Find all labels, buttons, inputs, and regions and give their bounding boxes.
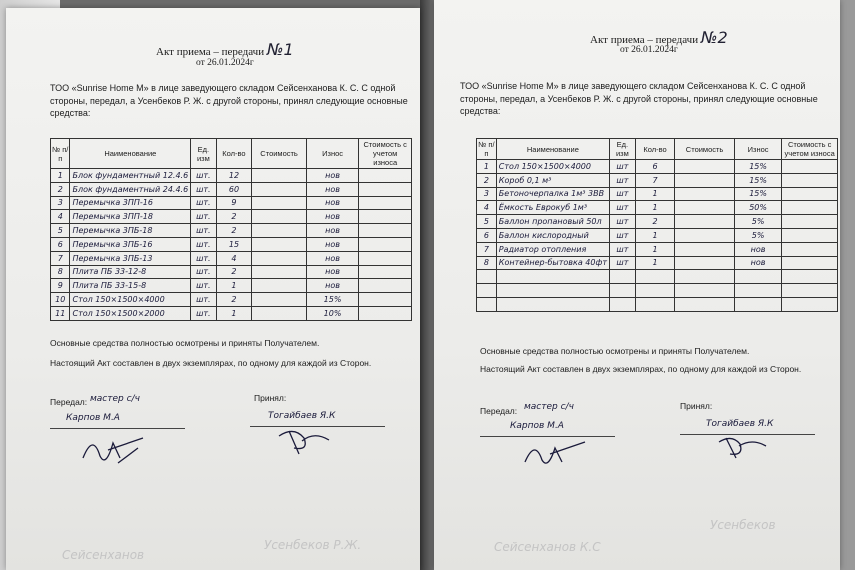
table-cell — [734, 297, 781, 311]
table-cell: шт — [609, 256, 635, 270]
table-cell — [782, 284, 838, 298]
table-cell — [252, 293, 306, 307]
table-cell: Перемычка 3ПБ-13 — [70, 251, 191, 265]
table-cell — [359, 224, 412, 238]
bleed-through-text-right: Усенбеков Р.Ж. — [264, 538, 362, 552]
table-cell: нов — [306, 279, 359, 293]
column-header: Стоимость — [675, 139, 735, 160]
table-cell — [635, 270, 675, 284]
giver-name: Карпов М.А — [510, 421, 564, 431]
table-cell: 4 — [51, 210, 70, 224]
table-cell: 9 — [51, 279, 70, 293]
table-cell: 6 — [51, 237, 70, 251]
table-cell — [252, 224, 306, 238]
table-row — [477, 173, 838, 187]
column-header: Износ — [734, 139, 781, 160]
giver-name: Карпов М.А — [66, 413, 120, 423]
table-cell: шт. — [191, 224, 216, 238]
table-cell — [675, 256, 735, 270]
table-cell — [782, 160, 838, 174]
table-cell: 10% — [306, 306, 359, 320]
table-row — [477, 215, 838, 229]
table-cell — [675, 173, 735, 187]
assets-table — [50, 138, 412, 321]
inspection-note: Основные средства полностью осмотрены и приняты Получателем. — [50, 338, 320, 348]
table-row — [477, 297, 838, 311]
table-cell: 1 — [635, 228, 675, 242]
table-cell: 2 — [216, 293, 252, 307]
title-text: Акт приема – передачи — [590, 34, 699, 46]
table-cell: 1 — [635, 256, 675, 270]
table-cell: нов — [306, 196, 359, 210]
table-cell: Плита ПБ 33-15-8 — [70, 279, 191, 293]
table-body — [477, 160, 838, 312]
table-cell — [252, 265, 306, 279]
giver-signature — [78, 428, 148, 468]
table-cell: Перемычка 3ПП-18 — [70, 210, 191, 224]
column-header: Стоимость с учетом износа — [359, 139, 412, 169]
table-cell: 11 — [51, 306, 70, 320]
table-row — [51, 224, 412, 238]
table-row — [51, 265, 412, 279]
table-cell: 7 — [635, 173, 675, 187]
table-cell: шт — [609, 160, 635, 174]
giver-label: Передал: — [480, 406, 518, 416]
table-cell: Перемычка 3ПБ-16 — [70, 237, 191, 251]
table-cell: 5% — [734, 228, 781, 242]
table-cell — [252, 169, 306, 183]
table-cell: Перемычка 3ПБ-18 — [70, 224, 191, 238]
table-cell — [675, 297, 735, 311]
table-cell — [782, 270, 838, 284]
table-cell: 6 — [477, 228, 497, 242]
table-cell: шт. — [191, 265, 216, 279]
column-header: Стоимость с учетом износа — [782, 139, 838, 160]
table-cell — [359, 279, 412, 293]
giver-role: мастер с/ч — [90, 394, 140, 404]
table-cell: шт — [609, 187, 635, 201]
table-row — [51, 237, 412, 251]
table-cell: шт. — [191, 169, 216, 183]
table-cell — [359, 196, 412, 210]
receiver-label: Принял: — [680, 401, 713, 411]
table-cell: нов — [306, 224, 359, 238]
giver-role: мастер с/ч — [524, 402, 574, 412]
table-cell: нов — [734, 256, 781, 270]
table-cell: Контейнер-бытовка 40фт — [496, 256, 609, 270]
table-cell: 50% — [734, 201, 781, 215]
table-cell: шт. — [191, 279, 216, 293]
table-cell: 7 — [51, 251, 70, 265]
table-row — [477, 242, 838, 256]
receiver-name: Тогайбаев Я.К — [268, 411, 336, 421]
table-cell — [252, 237, 306, 251]
table-cell — [359, 251, 412, 265]
table-cell: шт. — [191, 293, 216, 307]
table-cell — [635, 284, 675, 298]
table-cell: Баллон пропановый 50л — [496, 215, 609, 229]
table-cell: Стол 150×1500×4000 — [70, 293, 191, 307]
table-cell — [252, 196, 306, 210]
table-cell — [675, 215, 735, 229]
document-date: от 26.01.2024г — [196, 58, 254, 68]
table-cell: шт — [609, 242, 635, 256]
intro-paragraph: ТОО «Sunrise Home M» в лице заведующего складом Сейсенханова К. С. С одной стороны, передал, а Усенбеков Р. Ж. с другой стороны, принял следующие основные средства: — [50, 83, 408, 118]
table-cell — [477, 284, 497, 298]
table-cell: Стол 150×1500×2000 — [70, 306, 191, 320]
receiver-signature — [714, 434, 774, 460]
table-cell: 3 — [477, 187, 497, 201]
column-header: № п/п — [51, 139, 70, 169]
table-cell: 12 — [216, 169, 252, 183]
table-cell — [675, 242, 735, 256]
table-cell: Ёмкость Еврокуб 1м³ — [496, 201, 609, 215]
copies-note: Настоящий Акт составлен в двух экземплярах, по одному для каждой из Сторон. — [480, 364, 802, 374]
table-cell — [734, 284, 781, 298]
table-cell: Блок фундаментный 24.4.6 — [70, 182, 191, 196]
table-cell: Бетоночерпалка 1м³ 3ВВ — [496, 187, 609, 201]
table-row — [477, 160, 838, 174]
column-header: Наименование — [496, 139, 609, 160]
table-cell: шт. — [191, 182, 216, 196]
table-row — [51, 182, 412, 196]
table-cell — [782, 201, 838, 215]
table-header-row — [477, 139, 838, 160]
table-cell: 2 — [51, 182, 70, 196]
table-cell — [782, 215, 838, 229]
table-cell: Стол 150×1500×4000 — [496, 160, 609, 174]
table-cell: шт. — [191, 306, 216, 320]
table-cell: 7 — [477, 242, 497, 256]
table-cell: нов — [306, 210, 359, 224]
table-cell — [782, 242, 838, 256]
column-header: Кол-во — [635, 139, 675, 160]
bleed-through-text-left: Сейсенханов — [62, 548, 145, 562]
table-cell: 60 — [216, 182, 252, 196]
table-cell: Блок фундаментный 12.4.6 — [70, 169, 191, 183]
column-header: Ед. изм — [191, 139, 216, 169]
table-cell: Короб 0,1 м³ — [496, 173, 609, 187]
table-cell — [675, 201, 735, 215]
table-cell: 1 — [635, 242, 675, 256]
table-cell — [496, 270, 609, 284]
table-cell — [252, 306, 306, 320]
table-cell: 15% — [734, 173, 781, 187]
table-cell — [496, 297, 609, 311]
table-cell: 15% — [306, 293, 359, 307]
document-date: от 26.01.2024г — [620, 45, 678, 55]
inspection-note: Основные средства полностью осмотрены и приняты Получателем. — [480, 346, 750, 356]
table-cell — [359, 237, 412, 251]
table-cell: нов — [734, 242, 781, 256]
table-row — [51, 251, 412, 265]
table-row — [477, 228, 838, 242]
table-cell: 2 — [216, 265, 252, 279]
table-row — [51, 210, 412, 224]
table-cell: 8 — [477, 256, 497, 270]
table-cell: 1 — [477, 160, 497, 174]
document-sheet-2 — [434, 0, 840, 570]
table-cell: шт — [609, 215, 635, 229]
giver-signature — [520, 434, 590, 470]
receiver-label: Принял: — [254, 393, 287, 403]
table-cell — [477, 270, 497, 284]
table-cell: 1 — [635, 187, 675, 201]
bleed-through-text-right: Усенбеков — [710, 518, 776, 532]
table-cell — [782, 297, 838, 311]
table-cell: нов — [306, 265, 359, 279]
table-cell — [675, 187, 735, 201]
bleed-through-text-left: Сейсенханов К.С — [494, 540, 601, 554]
table-cell: шт. — [191, 251, 216, 265]
table-cell: нов — [306, 169, 359, 183]
table-cell — [609, 270, 635, 284]
table-cell — [675, 160, 735, 174]
table-cell — [477, 297, 497, 311]
table-row — [477, 284, 838, 298]
table-cell — [675, 228, 735, 242]
column-header: Стоимость — [252, 139, 306, 169]
table-row — [477, 187, 838, 201]
table-row — [51, 279, 412, 293]
table-cell — [609, 297, 635, 311]
table-cell: 1 — [216, 306, 252, 320]
table-cell — [359, 182, 412, 196]
table-cell: 5 — [477, 215, 497, 229]
table-cell: 3 — [51, 196, 70, 210]
table-row — [51, 293, 412, 307]
table-cell — [782, 173, 838, 187]
table-cell — [782, 228, 838, 242]
table-cell — [782, 256, 838, 270]
column-header: Ед. изм — [609, 139, 635, 160]
table-cell: Плита ПБ 33-12-8 — [70, 265, 191, 279]
table-cell: шт. — [191, 210, 216, 224]
document-sheet-1 — [6, 8, 420, 570]
table-row — [51, 169, 412, 183]
table-cell: шт. — [191, 196, 216, 210]
table-cell: 6 — [635, 160, 675, 174]
table-cell — [635, 297, 675, 311]
table-cell — [252, 210, 306, 224]
table-cell — [782, 187, 838, 201]
table-cell: 1 — [216, 279, 252, 293]
assets-table — [476, 138, 838, 312]
table-row — [477, 256, 838, 270]
table-cell: Перемычка 3ПП-16 — [70, 196, 191, 210]
table-row — [51, 196, 412, 210]
table-header-row — [51, 139, 412, 169]
table-cell — [359, 210, 412, 224]
table-body — [51, 169, 412, 321]
table-cell: 2 — [216, 210, 252, 224]
table-cell: 9 — [216, 196, 252, 210]
title-text: Акт приема – передачи — [156, 46, 265, 58]
table-cell — [734, 270, 781, 284]
table-cell: Баллон кислородный — [496, 228, 609, 242]
act-number: №2 — [700, 28, 728, 47]
table-cell: 1 — [635, 201, 675, 215]
column-header: Износ — [306, 139, 359, 169]
table-cell: 5 — [51, 224, 70, 238]
table-cell: шт — [609, 201, 635, 215]
table-cell — [252, 279, 306, 293]
table-cell — [496, 284, 609, 298]
table-cell — [359, 306, 412, 320]
table-cell: 15% — [734, 187, 781, 201]
table-cell — [359, 293, 412, 307]
intro-paragraph: ТОО «Sunrise Home M» в лице заведующего складом Сейсенханова К. С. С одной стороны, передал, а Усенбеков Р. Ж. с другой стороны, принял следующие основные средства: — [460, 81, 818, 116]
table-cell: 1 — [51, 169, 70, 183]
column-header: Кол-во — [216, 139, 252, 169]
table-cell: 15 — [216, 237, 252, 251]
table-cell: шт. — [191, 237, 216, 251]
table-cell — [609, 284, 635, 298]
table-cell — [359, 265, 412, 279]
table-cell: шт — [609, 173, 635, 187]
table-cell: шт — [609, 228, 635, 242]
table-row — [477, 201, 838, 215]
table-cell — [675, 270, 735, 284]
table-cell — [252, 251, 306, 265]
table-cell: 2 — [477, 173, 497, 187]
copies-note: Настоящий Акт составлен в двух экземплярах, по одному для каждой из Сторон. — [50, 358, 372, 368]
column-header: № п/п — [478, 140, 495, 158]
table-cell: нов — [306, 251, 359, 265]
table-cell: 5% — [734, 215, 781, 229]
table-cell: 15% — [734, 160, 781, 174]
table-cell: 10 — [51, 293, 70, 307]
table-cell: 8 — [51, 265, 70, 279]
table-cell: 2 — [216, 224, 252, 238]
table-cell: 4 — [477, 201, 497, 215]
receiver-signature — [274, 426, 344, 456]
table-cell — [252, 182, 306, 196]
table-cell: Радиатор отопления — [496, 242, 609, 256]
document-title — [156, 40, 294, 59]
receiver-name: Тогайбаев Я.К — [706, 419, 774, 429]
act-number: №1 — [266, 40, 294, 59]
table-cell: нов — [306, 237, 359, 251]
table-row — [477, 270, 838, 284]
giver-label: Передал: — [50, 397, 88, 407]
column-header: Наименование — [70, 139, 191, 169]
table-row — [51, 306, 412, 320]
table-cell: 2 — [635, 215, 675, 229]
table-cell: нов — [306, 182, 359, 196]
table-cell — [359, 169, 412, 183]
table-cell — [675, 284, 735, 298]
table-cell: 4 — [216, 251, 252, 265]
